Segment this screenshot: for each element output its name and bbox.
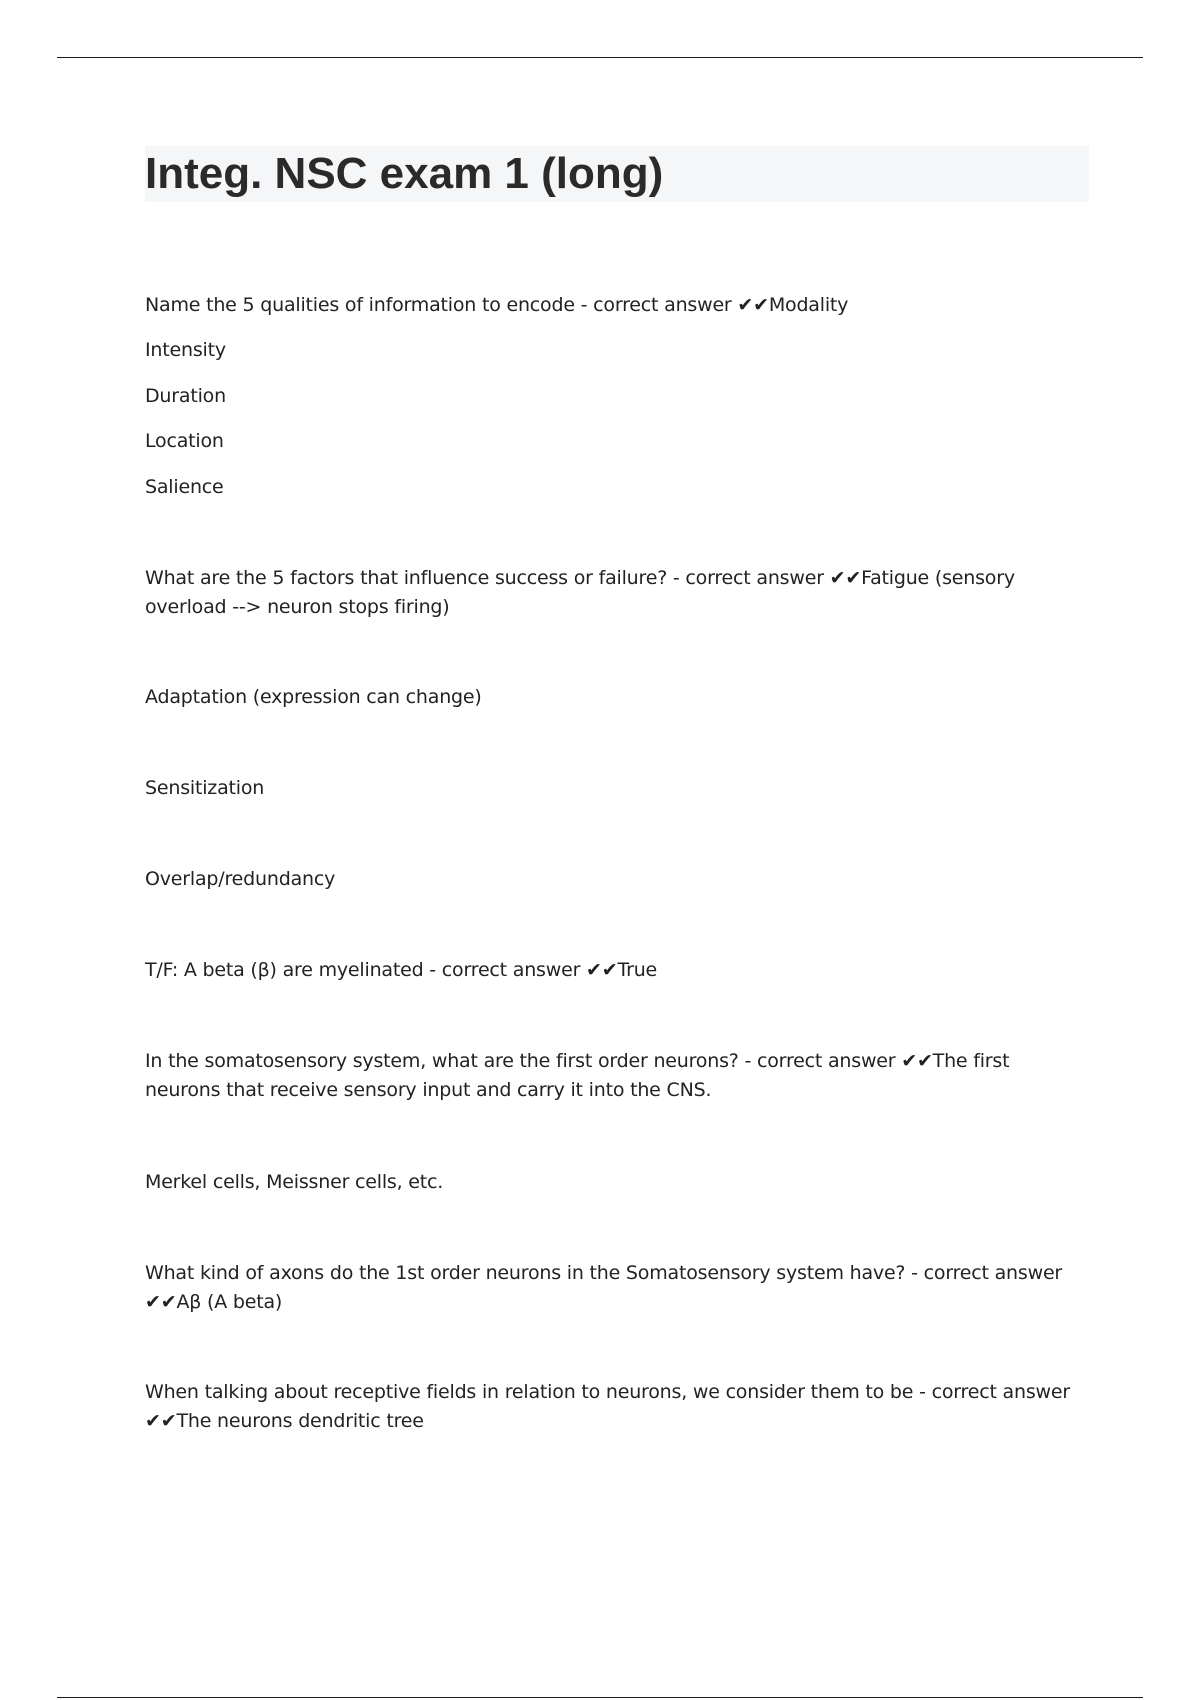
answer-item-merkel-meissner: Merkel cells, Meissner cells, etc. [145,1171,444,1193]
question-receptive-fields: When talking about receptive fields in relation to neurons, we consider them to be - correct answer ✔✔The neurons dendritic tree [145,1381,1070,1432]
answer-item-sensitization: Sensitization [145,777,265,799]
question-abeta-myelinated: T/F: A beta (β) are myelinated - correct answer ✔✔True [145,959,658,981]
question-encode-qualities: Name the 5 qualities of information to encode - correct answer ✔✔Modality [145,294,849,316]
answer-item-adaptation: Adaptation (expression can change) [145,686,482,708]
top-rule [57,57,1143,58]
answer-item-duration: Duration [145,385,226,407]
document-title: Integ. NSC exam 1 (long) [145,149,664,198]
answer-item-location: Location [145,430,224,452]
question-first-order-neurons: In the somatosensory system, what are the first order neurons? - correct answer ✔✔The first neurons that receive sensory input and carry it into the CNS. [145,1050,1010,1101]
answer-item-salience: Salience [145,476,224,498]
question-axon-type: What kind of axons do the 1st order neurons in the Somatosensory system have? - correct answer ✔✔Aβ (A beta) [145,1262,1063,1313]
bottom-rule [57,1697,1143,1698]
answer-item-intensity: Intensity [145,339,226,361]
question-success-factors: What are the 5 factors that influence success or failure? - correct answer ✔✔Fatigue (sensory overload --> neuron stops firing) [145,567,1015,618]
answer-item-overlap: Overlap/redundancy [145,868,336,890]
